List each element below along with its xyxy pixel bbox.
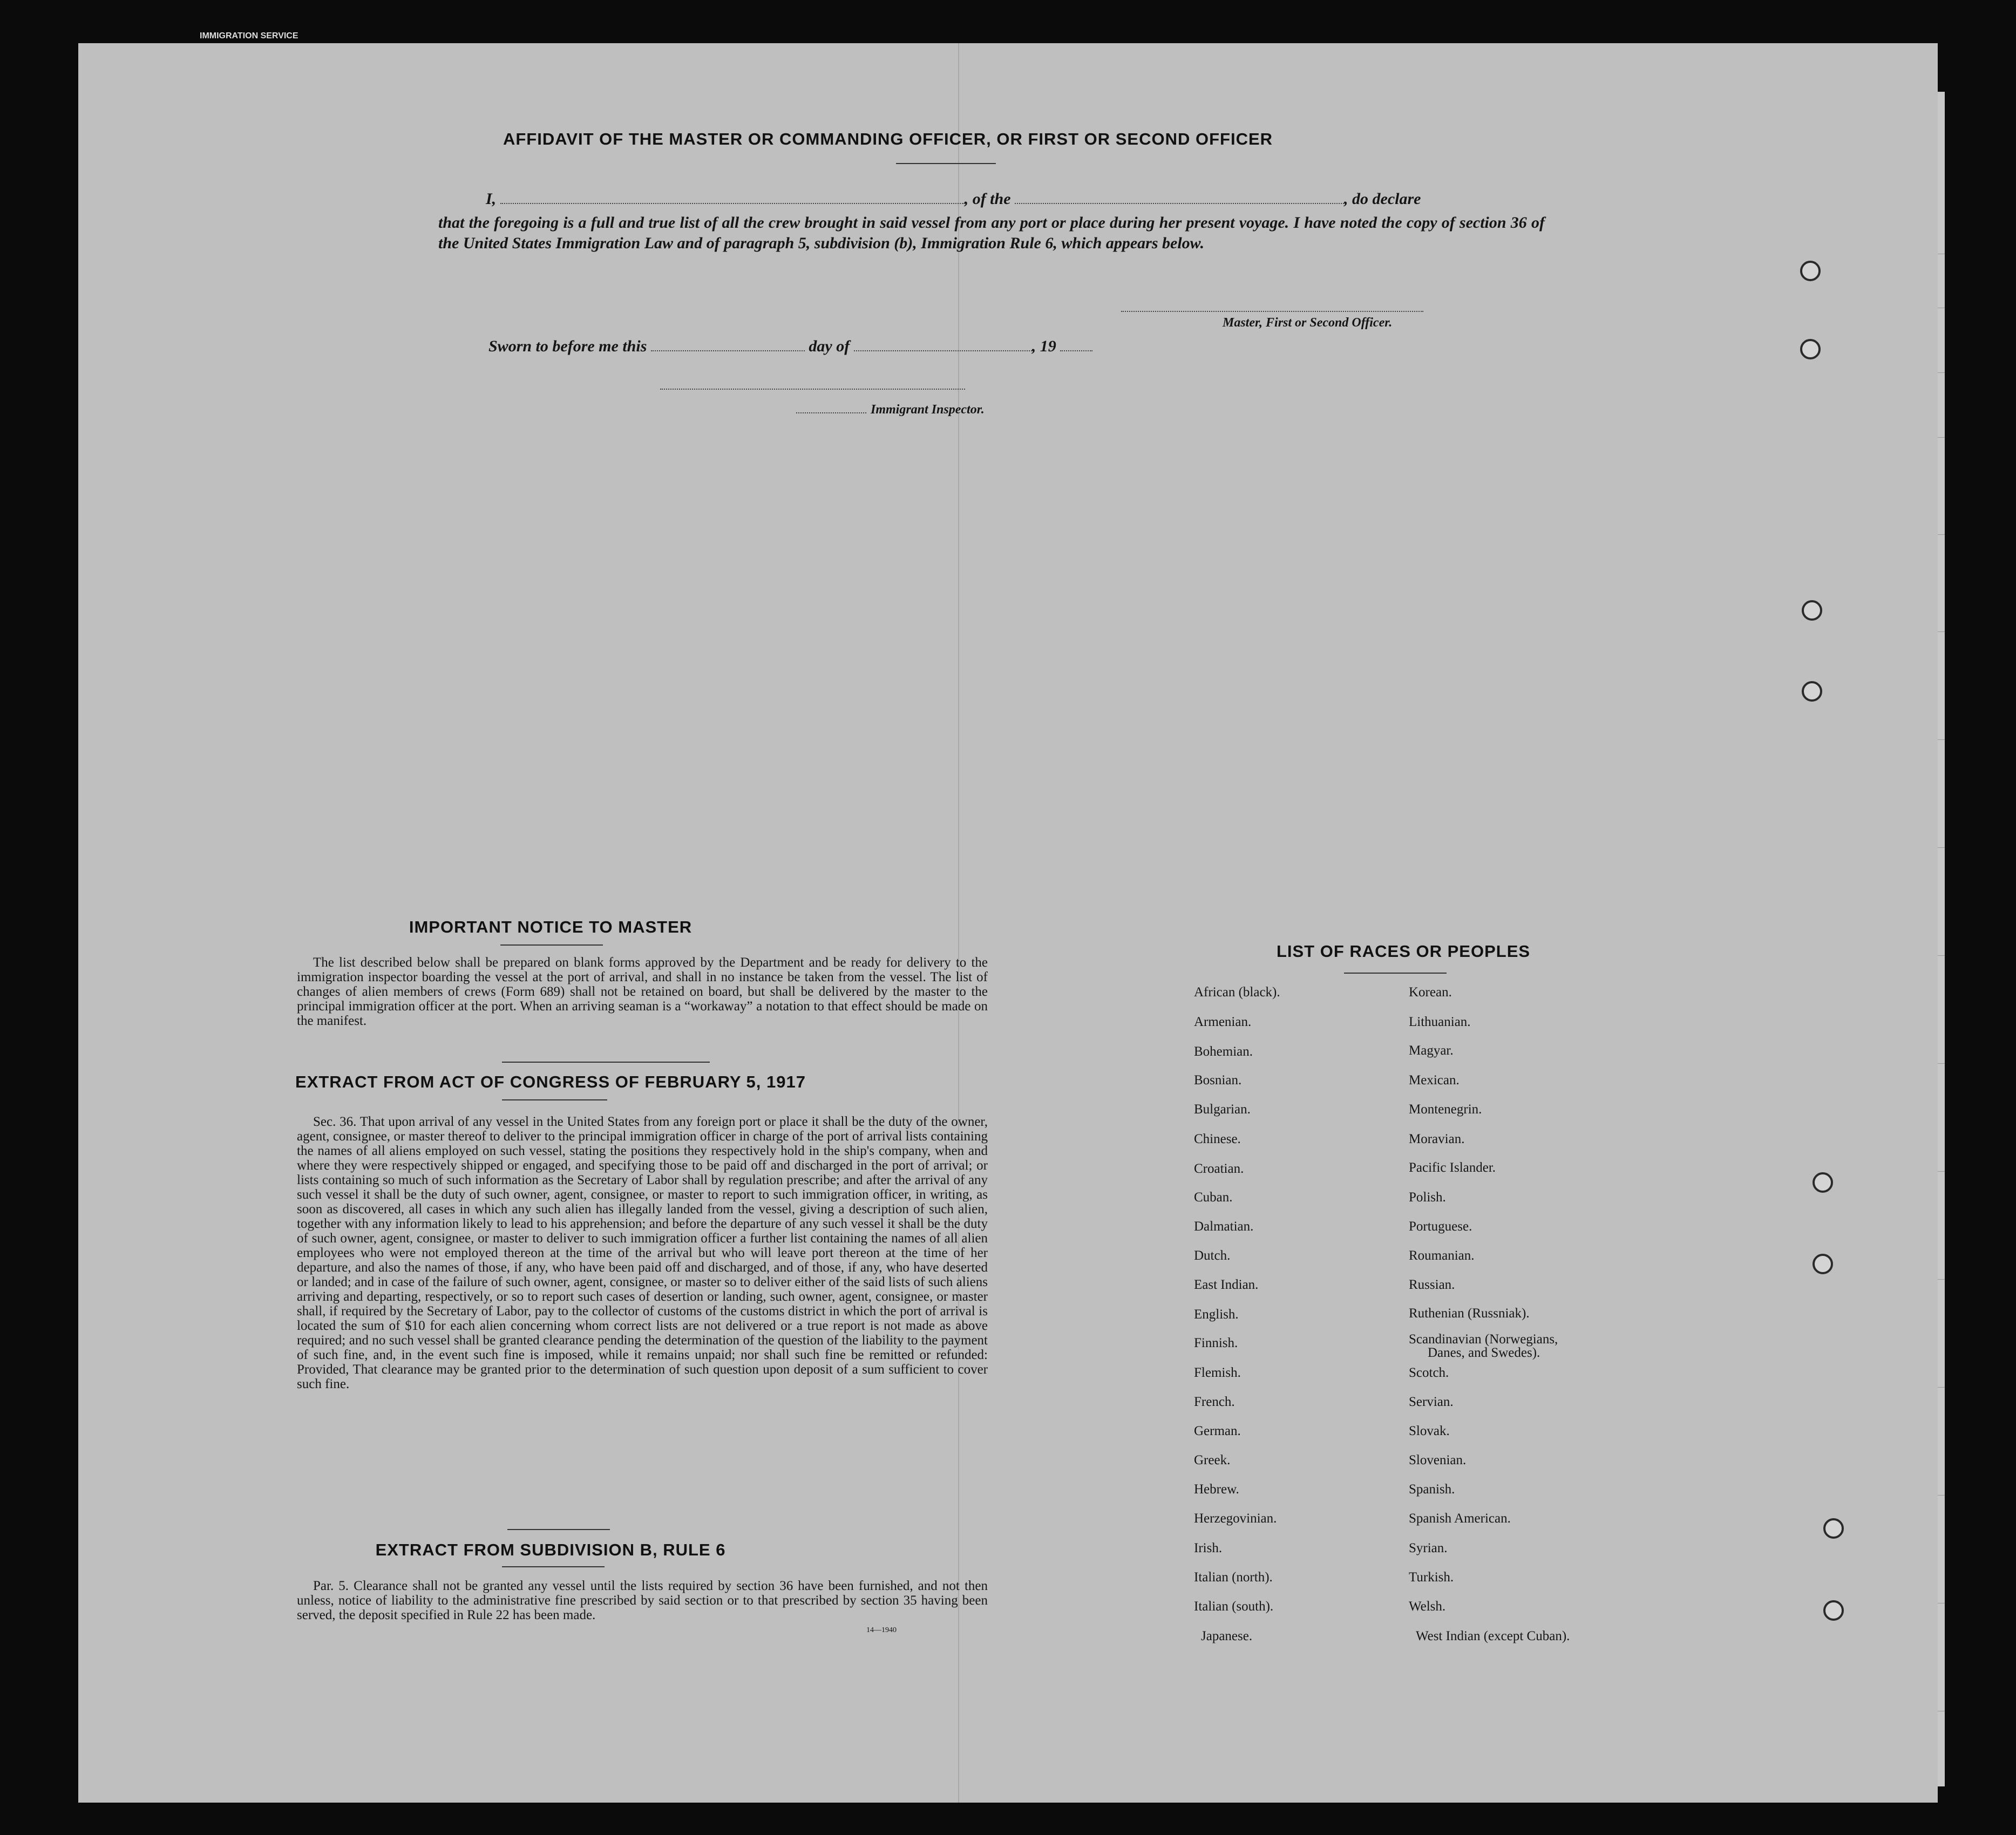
inspector-signature-line[interactable] bbox=[660, 389, 965, 390]
race-item: Chinese. bbox=[1194, 1132, 1241, 1146]
form-page bbox=[78, 43, 1938, 1803]
signature-line[interactable] bbox=[1121, 311, 1423, 312]
race-item: Cuban. bbox=[1194, 1190, 1233, 1205]
extract1-body: Sec. 36. That upon arrival of any vessel in the United States from any foreign port or place it shall be the duty of the owner, agent, consignee, or master thereof to deliver to the principal immigration officer in charge of the port of arrival lists containing the names of all aliens employed on such vessel, stating the positions they respectively hold in the ship's company, when and where they were respectively shipped or engaged, and specifying those to be paid off and discharged in the port of arrival; or lists containing so much of such information as the Secretary of Labor shall by regulation prescribe; and after the arrival of any such vessel it shall be the duty of such owner, agent, consignee, or master to report to such immigration officer, in writing, as soon as discovered, all cases in which any such alien has illegally landed from the vessel, giving a description of such alien, together with any information likely to lead to his apprehension; and before the departure of any such vessel it shall be the duty of such owner, agent, consignee, or master to deliver to such immigration officer a further list containing the names of all alien employees who were not employed thereon at the time of the arrival but who will leave port thereon at the time of her departure, and also the names of those, if any, who have been paid off and discharged, and of those, if any, who have deserted or landed; and in case of the failure of such owner, agent, consignee, or master so to deliver either of the said lists of such aliens arriving and departing, respectively, or so to report such cases of desertion or landing, such owner, agent, consignee, or master shall, if required by the Secretary of Labor, pay to the collector of customs of the customs district in which the port of arrival is located the sum of $10 for each alien concerning whom correct lists are not delivered or a true report is not made as above required; and no such vessel shall be granted clearance pending the determination of the question of the liability to the payment of such fine, and, in the event such fine is imposed, while it remains unpaid; nor shall such fine be remitted or refunded: Provided, That clearance may be granted prior to the determination of such question upon deposit of a sum sufficient to cover such fine. bbox=[297, 1114, 988, 1391]
race-item: Spanish. bbox=[1409, 1482, 1455, 1497]
scan-border bbox=[0, 0, 2016, 43]
divider bbox=[502, 1062, 710, 1063]
page-fold bbox=[958, 43, 959, 1803]
race-item: Italian (north). bbox=[1194, 1570, 1273, 1585]
race-item: Korean. bbox=[1409, 985, 1452, 1000]
vessel-name-blank[interactable] bbox=[1015, 203, 1344, 204]
race-item: Turkish. bbox=[1409, 1570, 1454, 1585]
race-item: Portuguese. bbox=[1409, 1219, 1472, 1234]
race-item: Spanish American. bbox=[1409, 1511, 1511, 1526]
divider bbox=[896, 163, 996, 164]
inspector-short-line bbox=[796, 412, 866, 413]
races-title: LIST OF RACES OR PEOPLES bbox=[1276, 942, 1531, 961]
signature-caption: Master, First or Second Officer. bbox=[1223, 316, 1393, 330]
extract2-body: Par. 5. Clearance shall not be granted any vessel until the lists required by section 36 have been furnished, and not then unless, notice of liability to the administrative fine prescribed by said section or to that prescribed by section 35 having been served, the deposit specified in Rule 22 has been made. bbox=[297, 1579, 988, 1622]
race-item: German. bbox=[1194, 1424, 1241, 1438]
race-item: Hebrew. bbox=[1194, 1482, 1239, 1497]
race-item: Slovak. bbox=[1409, 1424, 1450, 1438]
affidavit-body: that the foregoing is a full and true list of all the crew brought in said vessel from any port or place during her present voyage. I have noted the copy of section 36 of the United States Immigration Law and of paragraph 5, subdivision (b), Immigration Rule 6, which appears below. bbox=[438, 214, 1545, 252]
race-item: Syrian. bbox=[1409, 1541, 1448, 1555]
race-item: East Indian. bbox=[1194, 1277, 1259, 1292]
race-item: Polish. bbox=[1409, 1190, 1446, 1205]
race-item: Greek. bbox=[1194, 1453, 1231, 1467]
label-do-declare: , do declare bbox=[1344, 190, 1421, 208]
divider bbox=[1344, 973, 1447, 974]
notice-title: IMPORTANT NOTICE TO MASTER bbox=[409, 918, 693, 936]
year-blank[interactable] bbox=[1060, 350, 1092, 351]
race-item: Danes, and Swedes). bbox=[1428, 1345, 1540, 1360]
race-item: Scotch. bbox=[1409, 1365, 1449, 1380]
extract2-title: EXTRACT FROM SUBDIVISION B, RULE 6 bbox=[375, 1540, 726, 1559]
binder-hole bbox=[1813, 1172, 1833, 1193]
affidavit-title: AFFIDAVIT OF THE MASTER OR COMMANDING OFFICER, OR FIRST OR SECOND OFFICER bbox=[503, 130, 1273, 148]
race-item: English. bbox=[1194, 1307, 1239, 1322]
binder-hole bbox=[1800, 261, 1821, 281]
binder-hole bbox=[1802, 681, 1822, 702]
race-item: Finnish. bbox=[1194, 1336, 1238, 1350]
race-item: West Indian (except Cuban). bbox=[1416, 1629, 1570, 1643]
divider bbox=[502, 1099, 607, 1100]
race-item: Bosnian. bbox=[1194, 1073, 1242, 1088]
race-item: Croatian. bbox=[1194, 1161, 1244, 1176]
race-item: Bulgarian. bbox=[1194, 1102, 1251, 1117]
extract1-title: EXTRACT FROM ACT OF CONGRESS OF FEBRUARY 5, 1917 bbox=[295, 1072, 806, 1091]
form-number: 14—1940 bbox=[866, 1626, 897, 1634]
label-day-of: day of bbox=[809, 337, 850, 355]
divider bbox=[502, 1566, 605, 1567]
race-item: Russian. bbox=[1409, 1277, 1455, 1292]
label-i: I, bbox=[486, 190, 497, 208]
header-stamp: IMMIGRATION SERVICE bbox=[200, 31, 298, 40]
race-item: Slovenian. bbox=[1409, 1453, 1467, 1467]
race-item: Lithuanian. bbox=[1409, 1015, 1471, 1029]
race-item: Dutch. bbox=[1194, 1248, 1231, 1263]
race-item: French. bbox=[1194, 1395, 1235, 1409]
affidavit-declaration-line bbox=[486, 190, 1421, 208]
race-item: Servian. bbox=[1409, 1395, 1454, 1409]
binder-hole bbox=[1823, 1518, 1844, 1539]
binder-hole bbox=[1813, 1254, 1833, 1274]
inspector-caption: Immigrant Inspector. bbox=[871, 403, 985, 417]
divider bbox=[507, 1529, 610, 1530]
race-item: Pacific Islander. bbox=[1409, 1160, 1496, 1175]
notice-body: The list described below shall be prepared on blank forms approved by the Department and be ready for delivery to the immigration inspector boarding the vessel at the port of arrival, and shall in no instance be taken from the vessel. The list of changes of alien members of crews (Form 689) shall not be retained on board, but shall be delivered by the master to the principal immigration officer at the port. When an arriving seaman is a “workaway” a notation to that effect should be made on the manifest. bbox=[297, 955, 988, 1028]
sworn-line bbox=[488, 337, 1092, 356]
label-of-the: , of the bbox=[964, 190, 1011, 208]
binder-hole bbox=[1823, 1600, 1844, 1621]
race-item: Montenegrin. bbox=[1409, 1102, 1482, 1117]
month-blank[interactable] bbox=[854, 350, 1032, 351]
race-item: Ruthenian (Russniak). bbox=[1409, 1306, 1530, 1321]
divider bbox=[500, 944, 603, 946]
race-item: Irish. bbox=[1194, 1541, 1223, 1555]
race-item: Magyar. bbox=[1409, 1043, 1454, 1058]
race-item: Dalmatian. bbox=[1194, 1219, 1254, 1234]
label-year: , 19 bbox=[1031, 337, 1056, 355]
race-item: Mexican. bbox=[1409, 1073, 1460, 1088]
race-item: African (black). bbox=[1194, 985, 1280, 1000]
race-item: Roumanian. bbox=[1409, 1248, 1475, 1263]
day-blank[interactable] bbox=[651, 350, 805, 351]
binder-hole bbox=[1800, 339, 1821, 359]
label-sworn: Sworn to before me this bbox=[488, 337, 647, 355]
master-name-blank[interactable] bbox=[500, 203, 965, 204]
binder-hole bbox=[1802, 600, 1822, 621]
race-item: Scandinavian (Norwegians, bbox=[1409, 1332, 1558, 1347]
race-item: Bohemian. bbox=[1194, 1044, 1253, 1059]
race-item: Welsh. bbox=[1409, 1599, 1446, 1614]
race-item: Japanese. bbox=[1201, 1629, 1253, 1643]
race-item: Italian (south). bbox=[1194, 1599, 1274, 1614]
race-item: Herzegovinian. bbox=[1194, 1511, 1277, 1526]
race-item: Flemish. bbox=[1194, 1365, 1241, 1380]
race-item: Moravian. bbox=[1409, 1132, 1465, 1146]
race-item: Armenian. bbox=[1194, 1015, 1252, 1029]
